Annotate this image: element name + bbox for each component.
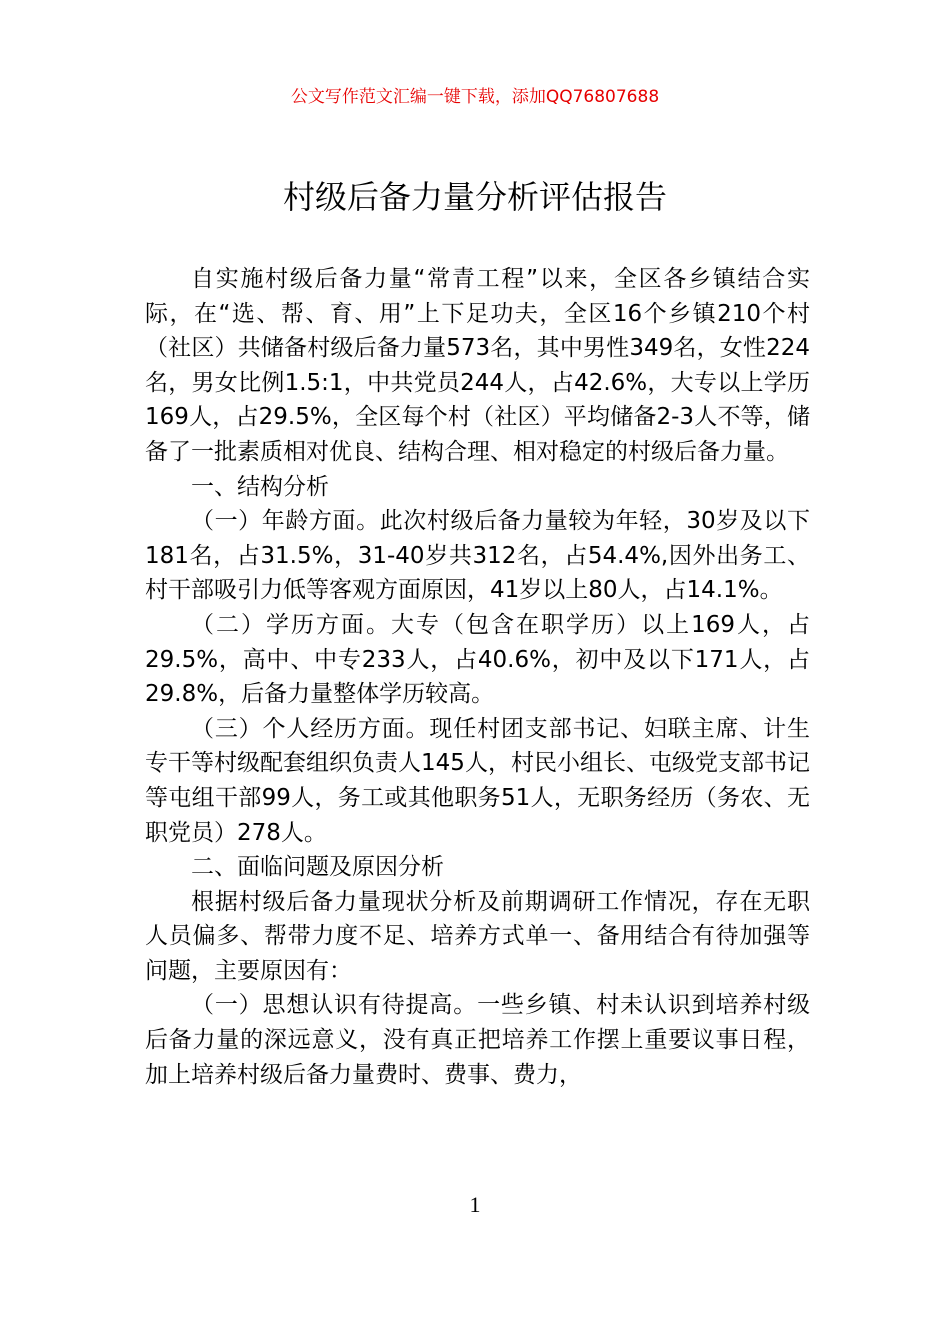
education-paragraph: （二）学历方面。大专（包含在职学历）以上169人，占29.5%，高中、中专233人，占40.6%，初中及以下171人，占29.8%，后备力量整体学历较高。 xyxy=(145,611,810,708)
experience-paragraph: （三）个人经历方面。现任村团支部书记、妇联主席、计生专干等村级配套组织负责人145人，村民小组长、屯级党支部书记等屯组干部99人，务工或其他职务51人，无职务经历（务农、无职党员）278人。 xyxy=(145,715,810,846)
section-heading-problems: 二、面临问题及原因分析 xyxy=(191,854,444,881)
intro-paragraph: 自实施村级后备力量“常青工程”以来，全区各乡镇结合实际，在“选、帮、育、用”上下足功夫，全区16个乡镇210个村（社区）共储备村级后备力量573名，其中男性349名，女性224名，男女比例1.5:1，中共党员244人，占42.6%，大专以上学历169人，占29.5%，全区每个村（社区）平均储备2-3人不等，储备了一批素质相对优良、结构合理、相对稳定的村级后备力量。 xyxy=(145,266,810,465)
section-heading-structure-analysis: 一、结构分析 xyxy=(191,473,329,500)
page-number: 1 xyxy=(469,1192,481,1217)
awareness-paragraph: （一）思想认识有待提高。一些乡镇、村未认识到培养村级后备力量的深远意义，没有真正把培养工作摆上重要议事日程，加上培养村级后备力量费时、费事、费力， xyxy=(145,992,810,1088)
problems-paragraph: 根据村级后备力量现状分析及前期调研工作情况，存在无职人员偏多、帮带力度不足、培养方式单一、备用结合有待加强等问题，主要原因有： xyxy=(145,888,810,984)
document-title: 村级后备力量分析评估报告 xyxy=(282,178,667,216)
document-body xyxy=(145,262,810,1092)
download-notice: 公文写作范文汇编一键下载，添加QQ76807688 xyxy=(290,87,660,107)
age-paragraph: （一）年龄方面。此次村级后备力量较为年轻，30岁及以下181名，占31.5%，31-40岁共312名，占54.4%,因外出务工、村干部吸引力低等客观方面原因，41岁以上80人，占14.1%。 xyxy=(145,508,810,604)
